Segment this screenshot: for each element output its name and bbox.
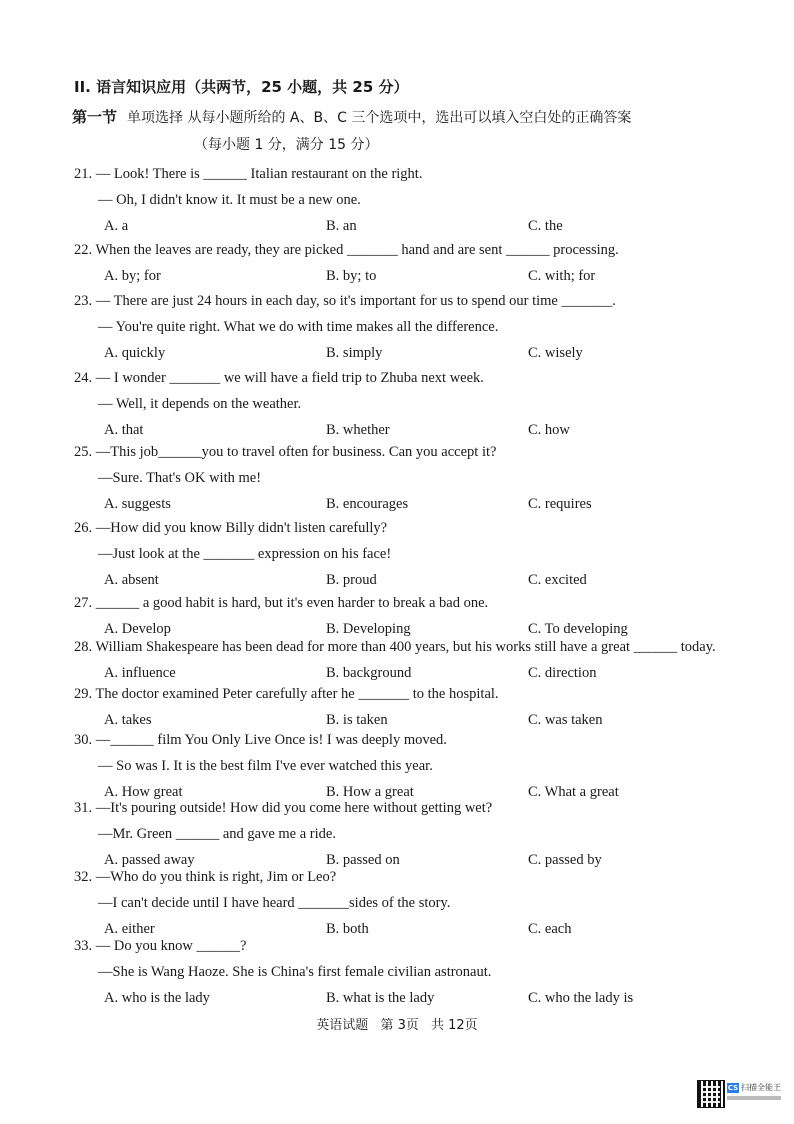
answer-option[interactable]: B. proud [326,572,377,588]
question-stem: 28. William Shakespeare has been dead for more than 400 years, but his works still have a great ______ today. [74,639,716,655]
answer-option[interactable]: C. excited [528,572,587,588]
answer-option[interactable]: C. direction [528,665,597,681]
question-stem: 24. — I wonder _______ we will have a field trip to Zhuba next week. [74,370,484,386]
answer-option[interactable]: A. influence [104,665,176,681]
answer-option[interactable]: A. either [104,921,155,937]
footer-subject: 英语试题 [316,1018,369,1033]
answer-option[interactable]: B. what is the lady [326,990,435,1006]
question-dialogue-line: — You're quite right. What we do with time makes all the difference. [98,319,499,335]
answer-option[interactable]: B. encourages [326,496,409,512]
answer-option[interactable]: A. a [104,218,129,234]
question-stem: 29. The doctor examined Peter carefully after he _______ to the hospital. [74,686,499,702]
question-stem: 23. — There are just 24 hours in each day, so it's important for us to spend our time _______. [74,293,616,309]
answer-option[interactable]: A. by; for [104,268,161,284]
question-stem: 33. — Do you know ______? [74,938,247,954]
answer-option[interactable]: C. each [528,921,572,937]
answer-option[interactable]: C. To developing [528,621,628,637]
answer-option[interactable]: B. both [326,921,369,937]
answer-option[interactable]: B. simply [326,345,383,361]
scanner-subtext [727,1096,781,1100]
question-stem: 22. When the leaves are ready, they are picked _______ hand and are sent ______ processing. [74,242,619,258]
answer-option[interactable]: C. passed by [528,852,602,868]
qr-code-icon [697,1080,725,1108]
question-dialogue-line: —She is Wang Haoze. She is China's first female civilian astronaut. [98,964,492,980]
question-stem: 26. —How did you know Billy didn't listen carefully? [74,520,388,536]
scanner-app-name: 扫描全能王 [741,1083,781,1092]
footer-page: 第 3页 [380,1018,419,1033]
answer-option[interactable]: B. Developing [326,621,411,637]
answer-option[interactable]: C. the [528,218,563,234]
answer-option[interactable]: C. requires [528,496,592,512]
page-footer [0,1014,794,1033]
question-dialogue-line: —I can't decide until I have heard _______sides of the story. [98,895,451,911]
answer-option[interactable]: B. is taken [326,712,388,728]
part-heading [72,106,631,127]
scanner-watermark [697,1080,785,1108]
question-stem: 31. —It's pouring outside! How did you come here without getting wet? [74,800,493,816]
answer-option[interactable]: C. how [528,422,570,438]
answer-option[interactable]: A. absent [104,572,159,588]
answer-option[interactable]: B. passed on [326,852,400,868]
answer-option[interactable]: C. with; for [528,268,596,284]
question-stem: 30. —______ film You Only Live Once is! I was deeply moved. [74,732,447,748]
answer-option[interactable]: A. suggests [104,496,171,512]
question-stem: 27. ______ a good habit is hard, but it's even harder to break a bad one. [74,595,489,611]
question-dialogue-line: — So was I. It is the best film I've ever watched this year. [98,758,433,774]
question-stem: 32. —Who do you think is right, Jim or Leo? [74,869,337,885]
answer-option[interactable]: B. an [326,218,357,234]
answer-option[interactable]: A. Develop [104,621,171,637]
answer-option[interactable]: A. who is the lady [104,990,210,1006]
answer-option[interactable]: B. How a great [326,784,414,800]
answer-option[interactable]: A. that [104,422,144,438]
camscanner-logo-icon: CS [727,1084,739,1092]
question-dialogue-line: —Mr. Green ______ and gave me a ride. [98,826,336,842]
question-dialogue-line: — Oh, I didn't know it. It must be a new one. [98,192,361,208]
answer-option[interactable]: C. What a great [528,784,619,800]
answer-option[interactable]: B. by; to [326,268,377,284]
question-dialogue-line: — Well, it depends on the weather. [98,396,302,412]
question-stem: 21. — Look! There is ______ Italian restaurant on the right. [74,166,423,182]
answer-option[interactable]: A. quickly [104,345,166,361]
answer-option[interactable]: C. was taken [528,712,603,728]
question-stem: 25. —This job______you to travel often for business. Can you accept it? [74,444,497,460]
answer-option[interactable]: A. takes [104,712,152,728]
section-title: II. 语言知识应用（共两节，25 小题，共 25 分） [74,78,409,96]
answer-option[interactable]: A. How great [104,784,183,800]
part-score: （每小题 1 分，满分 15 分） [194,137,379,153]
question-dialogue-line: —Just look at the _______ expression on his face! [98,546,392,562]
part-instruction: 单项选择 从每小题所给的 A、B、C 三个选项中，选出可以填入空白处的正确答案 [127,110,632,126]
question-dialogue-line: —Sure. That's OK with me! [98,470,262,486]
answer-option[interactable]: B. background [326,665,412,681]
answer-option[interactable]: B. whether [326,422,390,438]
answer-option[interactable]: C. who the lady is [528,990,634,1006]
answer-option[interactable]: A. passed away [104,852,195,868]
footer-total: 共 12页 [431,1018,478,1033]
part-label: 第一节 [72,108,118,126]
answer-option[interactable]: C. wisely [528,345,583,361]
